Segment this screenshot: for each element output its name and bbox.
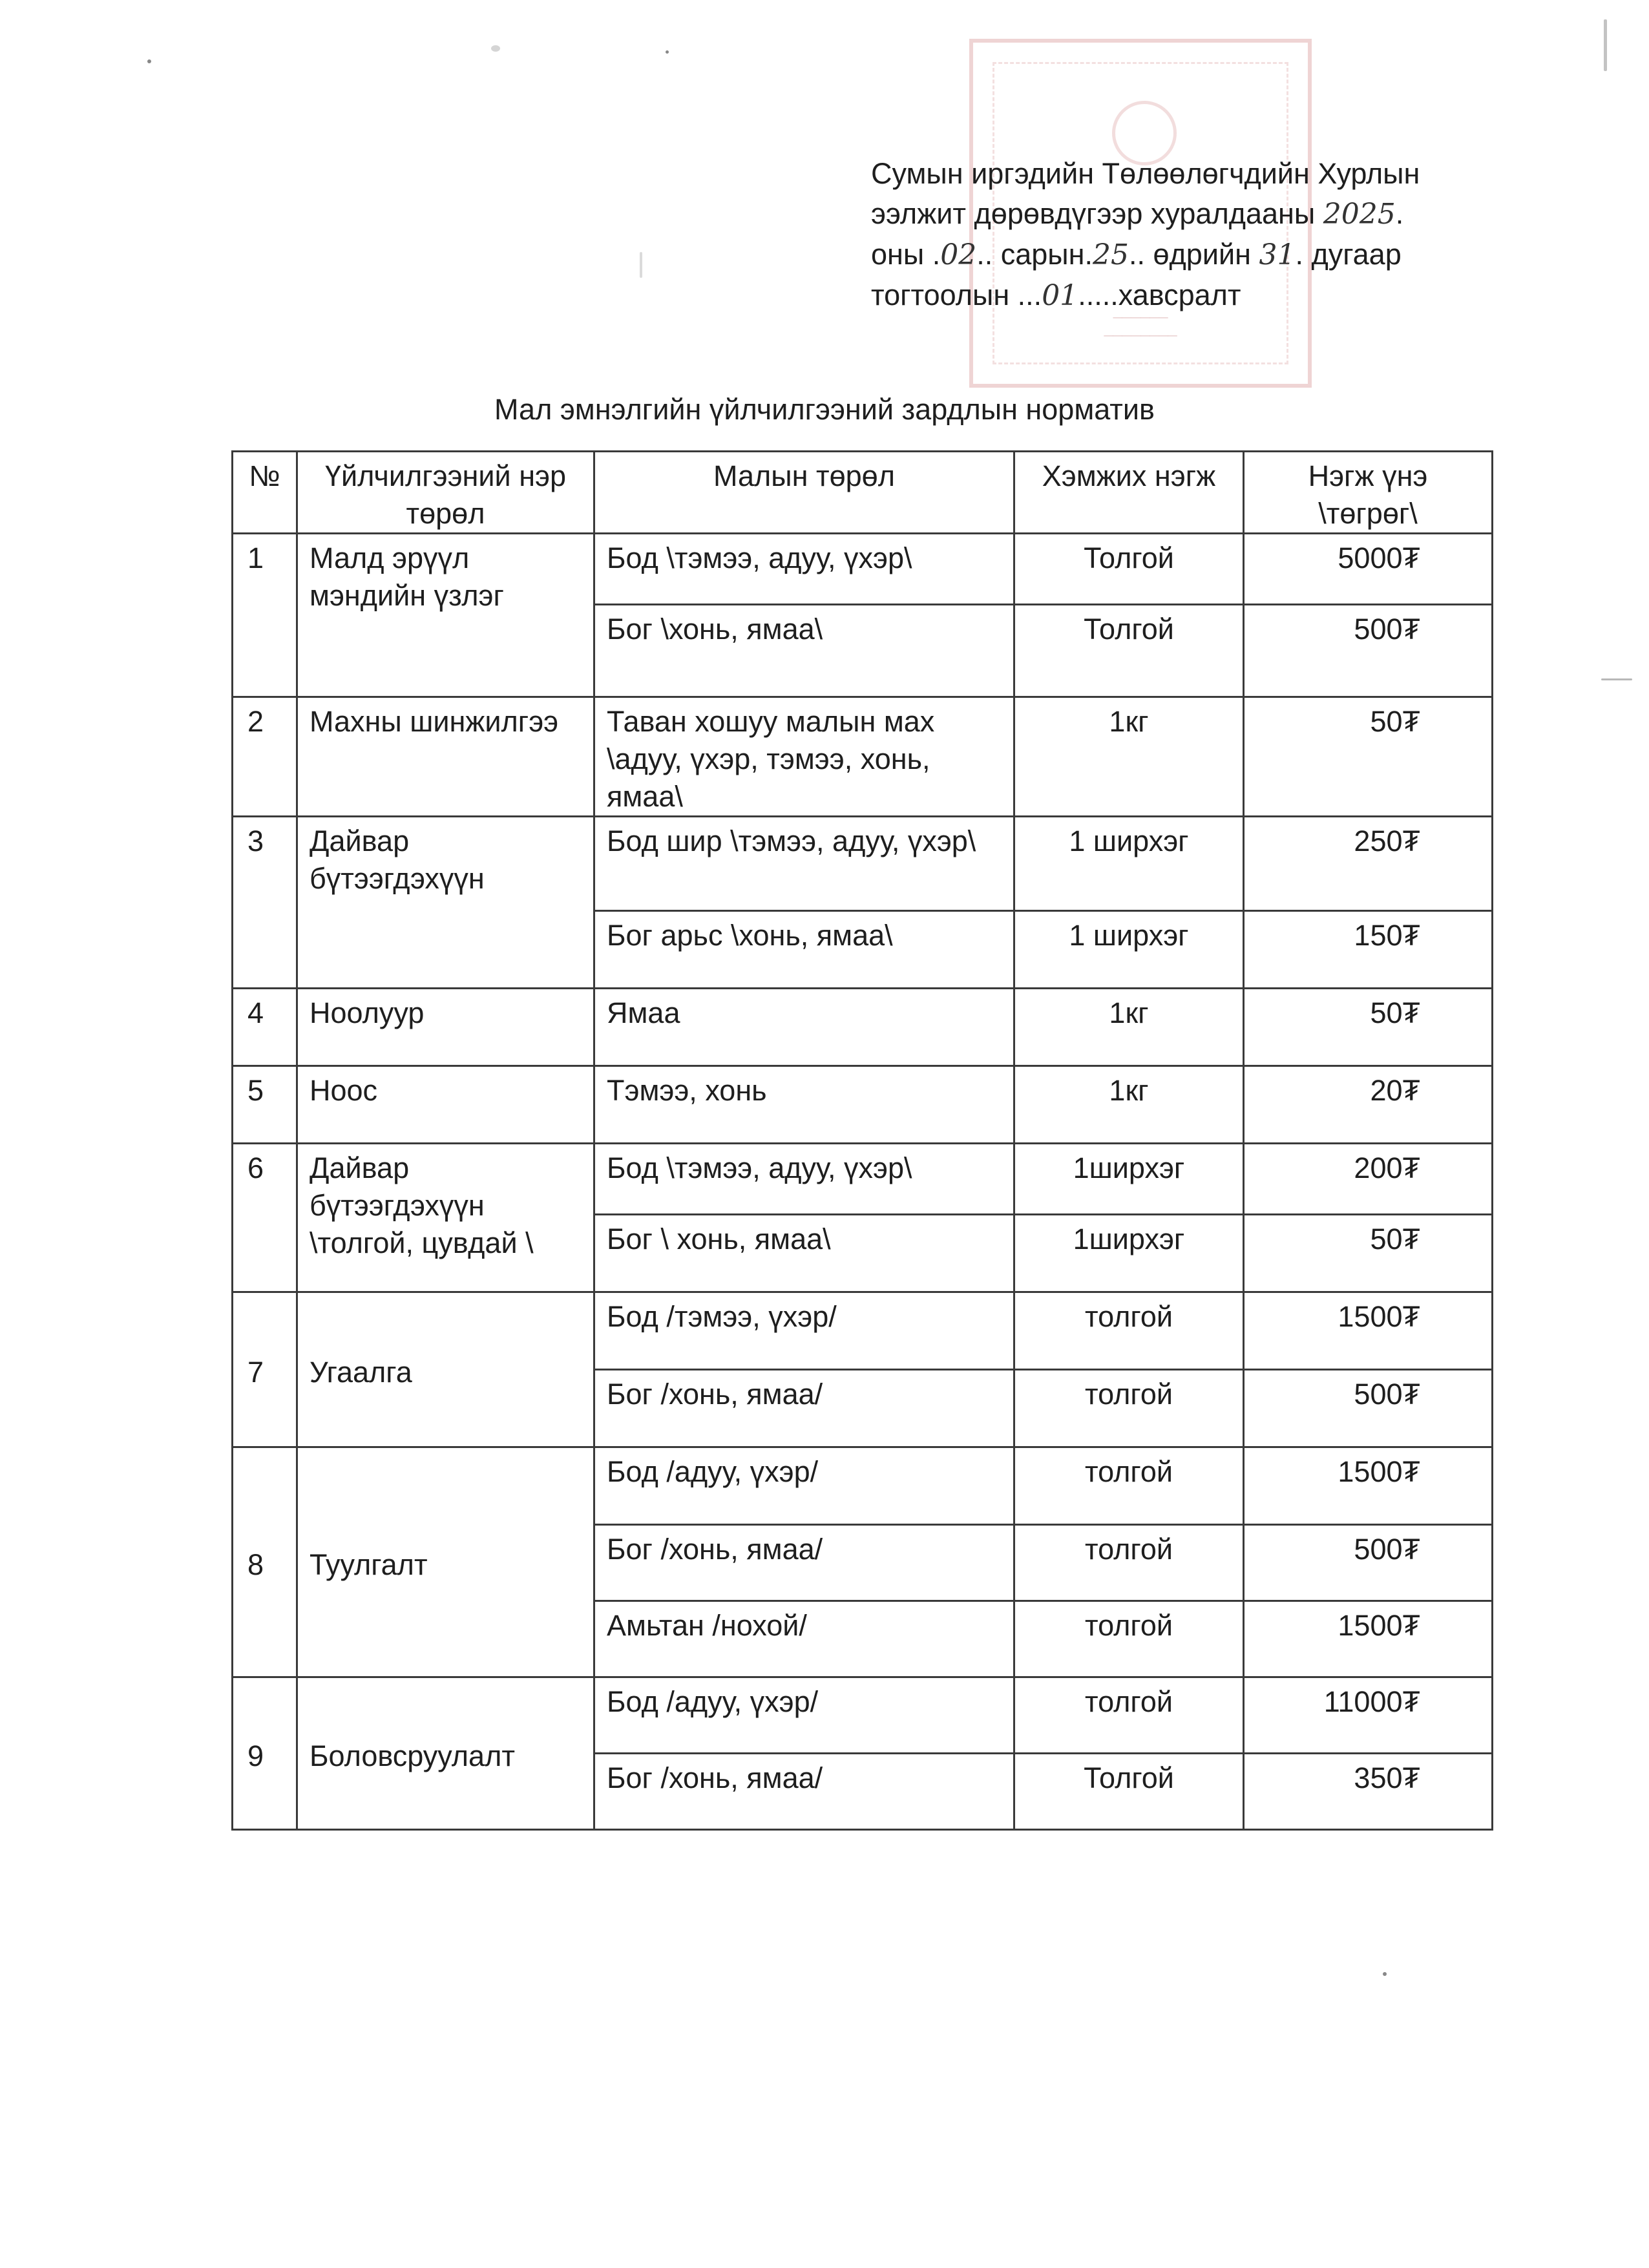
cell-unit: толгой xyxy=(1014,1677,1244,1754)
handwritten-resolution-number: 31 xyxy=(1259,238,1296,271)
cell-unit: Толгой xyxy=(1014,605,1244,697)
cell-unit: 1ширхэг xyxy=(1014,1215,1244,1292)
cell-unit-price: 50₮ xyxy=(1244,1215,1493,1292)
cell-unit-price: 500₮ xyxy=(1244,1525,1493,1601)
cell-service: Малд эрүүл мэндийн үзлэг xyxy=(297,534,594,697)
cell-unit-price: 500₮ xyxy=(1244,605,1493,697)
cell-unit-price: 1500₮ xyxy=(1244,1292,1493,1370)
cell-number: 4 xyxy=(233,989,297,1066)
scan-speck xyxy=(1601,678,1632,680)
cell-animal-type: Бод \тэмээ, адуу, үхэр\ xyxy=(594,534,1014,605)
cell-unit-price: 150₮ xyxy=(1244,911,1493,989)
cell-unit-price: 50₮ xyxy=(1244,697,1493,817)
cost-norms-table xyxy=(231,450,1493,1831)
table-row xyxy=(233,697,1493,817)
cell-service: Угаалга xyxy=(297,1292,594,1447)
cell-unit: Толгой xyxy=(1014,1754,1244,1830)
cell-animal-type: Тэмээ, хонь xyxy=(594,1066,1014,1144)
cell-unit-price: 50₮ xyxy=(1244,989,1493,1066)
cell-unit-price: 500₮ xyxy=(1244,1370,1493,1447)
scan-speck xyxy=(147,59,151,63)
handwritten-month: 02 xyxy=(940,238,977,271)
cell-unit-price: 1500₮ xyxy=(1244,1601,1493,1677)
cell-animal-type: Бог \хонь, ямаа\ xyxy=(594,605,1014,697)
cell-unit-price: 350₮ xyxy=(1244,1754,1493,1830)
cell-number: 1 xyxy=(233,534,297,697)
header-unit-price: Нэгж үнэ \төгрөг\ xyxy=(1244,452,1493,534)
handwritten-annex-number: 01 xyxy=(1042,279,1078,312)
cell-animal-type: Бог арьс \хонь, ямаа\ xyxy=(594,911,1014,989)
cell-animal-type: Таван хошуу малын мах \адуу, үхэр, тэмээ, хонь, ямаа\ xyxy=(594,697,1014,817)
cell-unit: 1ширхэг xyxy=(1014,1144,1244,1215)
cell-unit: Толгой xyxy=(1014,534,1244,605)
handwritten-year: 2025 xyxy=(1323,198,1396,231)
official-stamp: ────── ──────── xyxy=(969,39,1312,388)
cell-unit: толгой xyxy=(1014,1525,1244,1601)
cell-service: Боловсруулалт xyxy=(297,1677,594,1830)
cell-number: 8 xyxy=(233,1447,297,1677)
cell-animal-type: Ямаа xyxy=(594,989,1014,1066)
cell-unit: 1 ширхэг xyxy=(1014,817,1244,911)
cell-unit: 1кг xyxy=(1014,989,1244,1066)
cell-unit: толгой xyxy=(1014,1292,1244,1370)
cell-service: Махны шинжилгээ xyxy=(297,697,594,817)
cell-number: 6 xyxy=(233,1144,297,1292)
table-row xyxy=(233,989,1493,1066)
header-animal-type: Малын төрөл xyxy=(594,452,1014,534)
cell-number: 3 xyxy=(233,817,297,989)
scan-speck xyxy=(1604,19,1607,71)
cell-animal-type: Бог /хонь, ямаа/ xyxy=(594,1370,1014,1447)
header-service: Үйлчилгээний нэр төрөл xyxy=(297,452,594,534)
annex-line-4: тогтоолын ...01.....хавсралт xyxy=(871,278,1241,312)
cell-number: 2 xyxy=(233,697,297,817)
scan-speck xyxy=(491,45,500,52)
cell-unit: толгой xyxy=(1014,1370,1244,1447)
annex-line-2: ээлжит дөрөвдүгээр хуралдааны 2025. xyxy=(871,197,1404,231)
cell-unit: 1кг xyxy=(1014,697,1244,817)
scan-speck xyxy=(640,252,642,278)
cell-animal-type: Бог /хонь, ямаа/ xyxy=(594,1525,1014,1601)
annex-reference xyxy=(871,154,1569,316)
annex-line-3: оны .02.. сарын.25.. өдрийн 31. дугаар xyxy=(871,238,1402,271)
cell-unit-price: 250₮ xyxy=(1244,817,1493,911)
table-header-row xyxy=(233,452,1493,534)
cell-animal-type: Бод /адуу, үхэр/ xyxy=(594,1677,1014,1754)
cell-number: 5 xyxy=(233,1066,297,1144)
cell-animal-type: Бод \тэмээ, адуу, үхэр\ xyxy=(594,1144,1014,1215)
table-row xyxy=(233,1447,1493,1525)
cell-number: 9 xyxy=(233,1677,297,1830)
cell-service: Дайвар бүтээгдэхүүн \толгой, цувдай \ xyxy=(297,1144,594,1292)
document-title: Мал эмнэлгийн үйлчилгээний зардлын норматив xyxy=(494,393,1155,426)
cell-unit-price: 1500₮ xyxy=(1244,1447,1493,1525)
cell-unit: толгой xyxy=(1014,1447,1244,1525)
handwritten-day: 25 xyxy=(1093,238,1129,271)
cell-service: Ноос xyxy=(297,1066,594,1144)
cell-animal-type: Бод /адуу, үхэр/ xyxy=(594,1447,1014,1525)
cell-service: Туулгалт xyxy=(297,1447,594,1677)
cell-unit: толгой xyxy=(1014,1601,1244,1677)
cost-norms-table-wrap xyxy=(231,450,1493,1831)
table-row xyxy=(233,534,1493,605)
table-row xyxy=(233,1144,1493,1215)
cell-unit: 1 ширхэг xyxy=(1014,911,1244,989)
cell-number: 7 xyxy=(233,1292,297,1447)
header-number: № xyxy=(233,452,297,534)
annex-line-1: Сумын иргэдийн Төлөөлөгчдийн Хурлын xyxy=(871,157,1420,190)
table-row xyxy=(233,1066,1493,1144)
cell-unit-price: 200₮ xyxy=(1244,1144,1493,1215)
header-unit: Хэмжих нэгж xyxy=(1014,452,1244,534)
cell-unit: 1кг xyxy=(1014,1066,1244,1144)
cell-unit-price: 11000₮ xyxy=(1244,1677,1493,1754)
cell-animal-type: Бог \ хонь, ямаа\ xyxy=(594,1215,1014,1292)
cell-service: Ноолуур xyxy=(297,989,594,1066)
cell-animal-type: Амьтан /нохой/ xyxy=(594,1601,1014,1677)
scan-speck xyxy=(666,50,669,54)
cell-unit-price: 20₮ xyxy=(1244,1066,1493,1144)
scan-speck xyxy=(1383,1972,1387,1976)
table-row xyxy=(233,817,1493,911)
cell-unit-price: 5000₮ xyxy=(1244,534,1493,605)
table-row xyxy=(233,1677,1493,1754)
cell-animal-type: Бод шир \тэмээ, адуу, үхэр\ xyxy=(594,817,1014,911)
cell-animal-type: Бод /тэмээ, үхэр/ xyxy=(594,1292,1014,1370)
cell-animal-type: Бог /хонь, ямаа/ xyxy=(594,1754,1014,1830)
cell-service: Дайвар бүтээгдэхүүн xyxy=(297,817,594,989)
table-row xyxy=(233,1292,1493,1370)
